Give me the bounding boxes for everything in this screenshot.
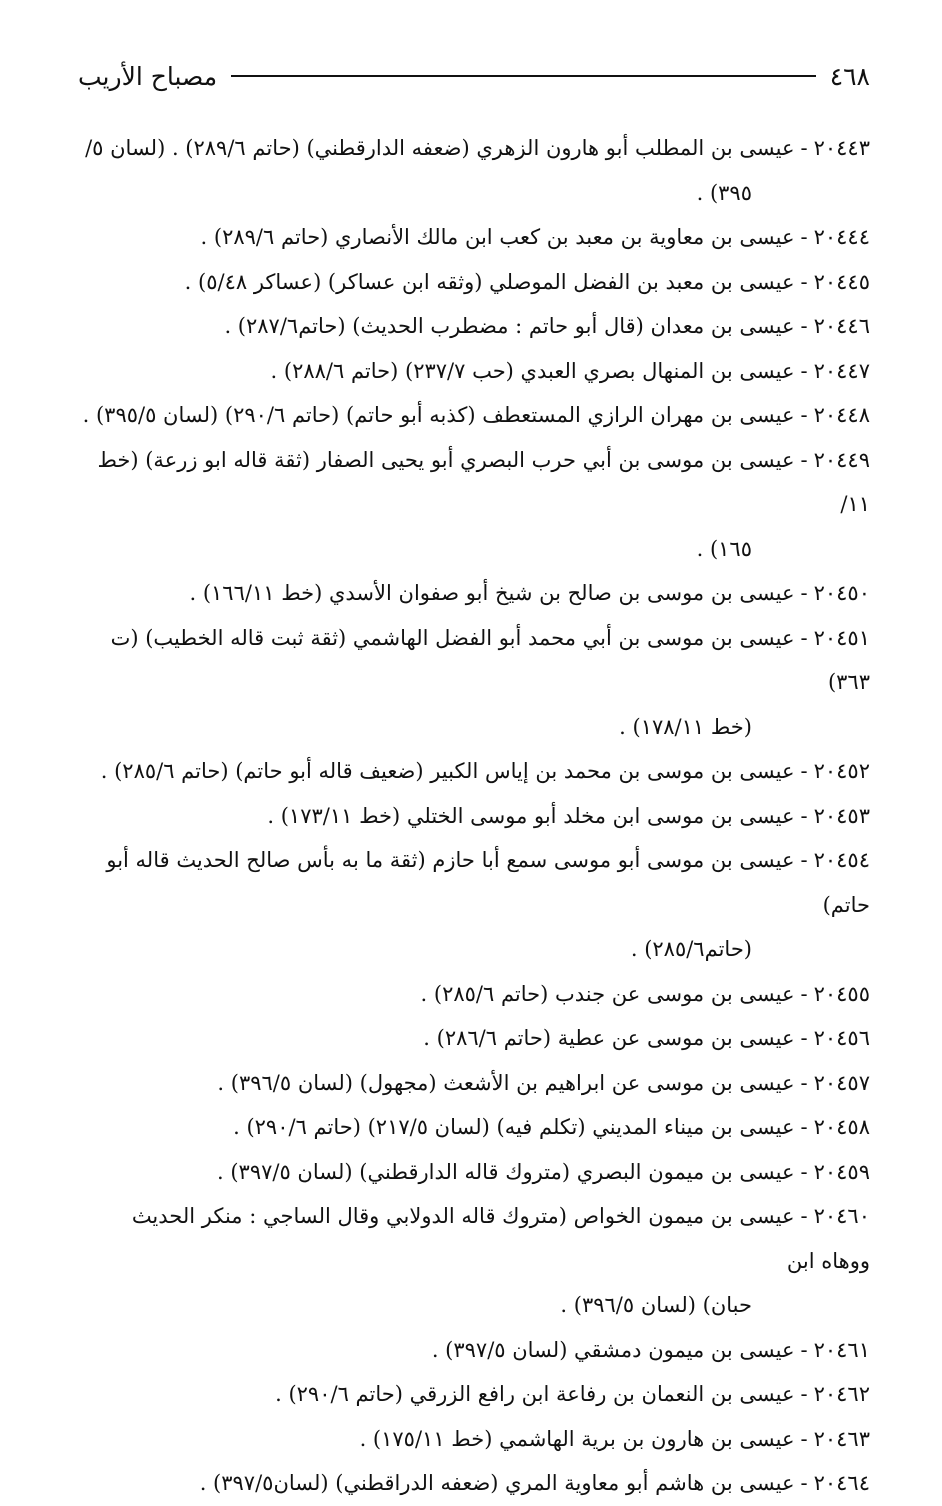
entry-dash: -: [800, 1070, 808, 1095]
entry-text: عيسى بن موسى بن أبي حرب البصري أبو يحيى الصفار (ثقة قاله ابو زرعة) (خط ١١/: [97, 447, 870, 516]
entry-dash: -: [800, 803, 808, 828]
entry-number: ٢٠٤٦٣: [813, 1426, 870, 1451]
entry-number: ٢٠٤٥٤: [813, 848, 870, 872]
entry-20446: [80, 304, 870, 349]
entry-20456: [80, 1016, 870, 1061]
entry-continuation: حبان) (لسان ٣٩٦/٥) .: [560, 1293, 752, 1317]
entry-text: عيسى بن موسى عن ابراهيم بن الأشعث (مجهول) (لسان ٣٩٦/٥) .: [217, 1070, 795, 1095]
entry-number: ٢٠٤٦٤: [813, 1471, 870, 1495]
entry-20452: [80, 749, 870, 794]
entry-continuation: ١٦٥) .: [696, 536, 752, 561]
entry-text: عيسى بن معبد بن الفضل الموصلي (وثقه ابن عساكر) (عساكر ٥/٤٨) .: [184, 269, 795, 294]
entry-number: ٢٠٤٥٠: [813, 581, 870, 605]
entry-dash: -: [800, 759, 808, 783]
entry-20448: [80, 393, 870, 438]
entry-text: عيسى بن المطلب أبو هارون الزهري (ضعفه الدارقطني) (حاتم ٢٨٩/٦) . (لسان ٥/: [85, 136, 795, 160]
entry-20445: [80, 260, 870, 305]
entry-text: عيسى بن مهران الرازي المستعطف (كذبه أبو حاتم) (حاتم ٢٩٠/٦) (لسان ٣٩٥/٥) .: [82, 403, 795, 427]
entry-text: عيسى بن موسى بن صالح بن شيخ أبو صفوان الأسدي (خط ١٦٦/١١) .: [189, 581, 795, 605]
entry-dash: -: [800, 1426, 808, 1451]
entry-number: ٢٠٤٤٩: [813, 447, 870, 472]
entry-text: عيسى بن هارون بن برية الهاشمي (خط ١٧٥/١١) .: [359, 1426, 795, 1451]
entry-dash: -: [800, 1337, 808, 1362]
entry-number: ٢٠٤٥٦: [813, 1026, 870, 1050]
entry-text: عيسى بن معاوية بن معبد بن كعب ابن مالك الأنصاري (حاتم ٢٨٩/٦) .: [200, 225, 795, 249]
entry-text: عيسى بن موسى ابن مخلد أبو موسى الختلي (خط ١٧٣/١١) .: [267, 803, 795, 828]
entry-text: عيسى بن موسى بن أبي محمد أبو الفضل الهاشمي (ثقة ثبت قاله الخطيب) (ت ٣٦٣): [110, 625, 870, 694]
entry-number: ٢٠٤٤٥: [813, 269, 870, 294]
entry-dash: -: [800, 625, 808, 650]
entry-dash: -: [800, 447, 808, 472]
entry-number: ٢٠٤٤٨: [813, 403, 870, 427]
entry-text: عيسى بن المنهال بصري العبدي (حب ٢٣٧/٧) (حاتم ٢٨٨/٦) .: [270, 358, 795, 383]
entry-dash: -: [800, 1471, 808, 1495]
entry-number: ٢٠٤٥٩: [813, 1159, 870, 1184]
entry-text: عيسى بن النعمان بن رفاعة ابن رافع الزرقي (حاتم ٢٩٠/٦) .: [275, 1382, 795, 1406]
entry-20447: [80, 349, 870, 394]
entry-number: ٢٠٤٦٢: [813, 1382, 870, 1406]
entry-text: عيسى بن ميمون دمشقي (لسان ٣٩٧/٥) .: [431, 1337, 795, 1362]
entry-20449: [80, 438, 870, 572]
entry-dash: -: [800, 403, 808, 427]
entry-number: ٢٠٤٤٣: [813, 136, 870, 160]
entry-dash: -: [800, 1115, 808, 1139]
entry-dash: -: [800, 269, 808, 294]
entry-number: ٢٠٤٦١: [813, 1337, 870, 1362]
header-rule: [231, 75, 816, 77]
entry-number: ٢٠٤٥١: [813, 625, 870, 650]
entry-number: ٢٠٤٥٢: [813, 759, 870, 783]
entry-text: عيسى بن ميناء المديني (تكلم فيه) (لسان ٢١٧/٥) (حاتم ٢٩٠/٦) .: [233, 1115, 795, 1139]
entry-number: ٢٠٤٤٦: [813, 314, 870, 338]
entry-20453: [80, 794, 870, 839]
entry-number: ٢٠٤٤٧: [813, 358, 870, 383]
entry-text: عيسى بن موسى عن جندب (حاتم ٢٨٥/٦) .: [420, 981, 795, 1006]
entry-20457: [80, 1061, 870, 1106]
entry-continuation: (حاتم٢٨٥/٦) .: [630, 937, 752, 961]
entry-dash: -: [800, 136, 808, 160]
entry-text: عيسى بن موسى أبو موسى سمع أبا حازم (ثقة ما به بأس صالح الحديث قاله أبو حاتم): [106, 848, 870, 917]
entry-dash: -: [800, 581, 808, 605]
page-number: ٤٦٨: [829, 61, 870, 91]
entry-continuation: (خط ١٧٨/١١) .: [619, 714, 752, 739]
entry-number: ٢٠٤٥٨: [813, 1115, 870, 1139]
entry-number: ٢٠٤٥٧: [813, 1070, 870, 1095]
entry-dash: -: [800, 1382, 808, 1406]
entry-20459: [80, 1150, 870, 1195]
entry-20454: [80, 838, 870, 972]
entry-text: عيسى بن موسى عن عطية (حاتم ٢٨٦/٦) .: [423, 1026, 795, 1050]
entry-dash: -: [800, 314, 808, 338]
entry-20443: [80, 126, 870, 215]
entry-dash: -: [800, 1204, 808, 1228]
entry-20451: [80, 616, 870, 750]
page-header: [78, 56, 870, 96]
running-title: مصباح الأريب: [78, 61, 218, 91]
entry-number: ٢٠٤٥٣: [813, 803, 870, 828]
entry-text: عيسى بن ميمون الخواص (متروك قاله الدولابي وقال الساجي : منكر الحديث ووهاه ابن: [131, 1204, 870, 1273]
entry-text: عيسى بن هاشم أبو معاوية المري (ضعفه الدراقطني) (لسان٣٩٧/٥) .: [199, 1471, 795, 1495]
entry-20444: [80, 215, 870, 260]
entry-20458: [80, 1105, 870, 1150]
entry-number: ٢٠٤٥٥: [813, 981, 870, 1006]
entry-dash: -: [800, 1159, 808, 1184]
entry-dash: -: [800, 1026, 808, 1050]
entry-20462: [80, 1372, 870, 1417]
entry-20460: [80, 1194, 870, 1328]
entry-text: عيسى بن معدان (قال أبو حاتم : مضطرب الحديث) (حاتم٢٨٧/٦) .: [224, 314, 795, 338]
entry-text: عيسى بن ميمون البصري (متروك قاله الدارقطني) (لسان ٣٩٧/٥) .: [217, 1159, 795, 1184]
entry-dash: -: [800, 848, 808, 872]
entry-20464: [80, 1461, 870, 1506]
entry-20461: [80, 1328, 870, 1373]
entry-list: [80, 126, 870, 1506]
entry-dash: -: [800, 981, 808, 1006]
entry-text: عيسى بن موسى بن محمد بن إياس الكبير (ضعيف قاله أبو حاتم) (حاتم ٢٨٥/٦) .: [100, 759, 795, 783]
entry-20463: [80, 1417, 870, 1462]
entry-20450: [80, 571, 870, 616]
entry-20455: [80, 972, 870, 1017]
entry-dash: -: [800, 225, 808, 249]
entry-continuation: ٣٩٥) .: [696, 180, 752, 205]
entry-number: ٢٠٤٦٠: [813, 1204, 870, 1228]
entry-number: ٢٠٤٤٤: [813, 225, 870, 249]
entry-dash: -: [800, 358, 808, 383]
